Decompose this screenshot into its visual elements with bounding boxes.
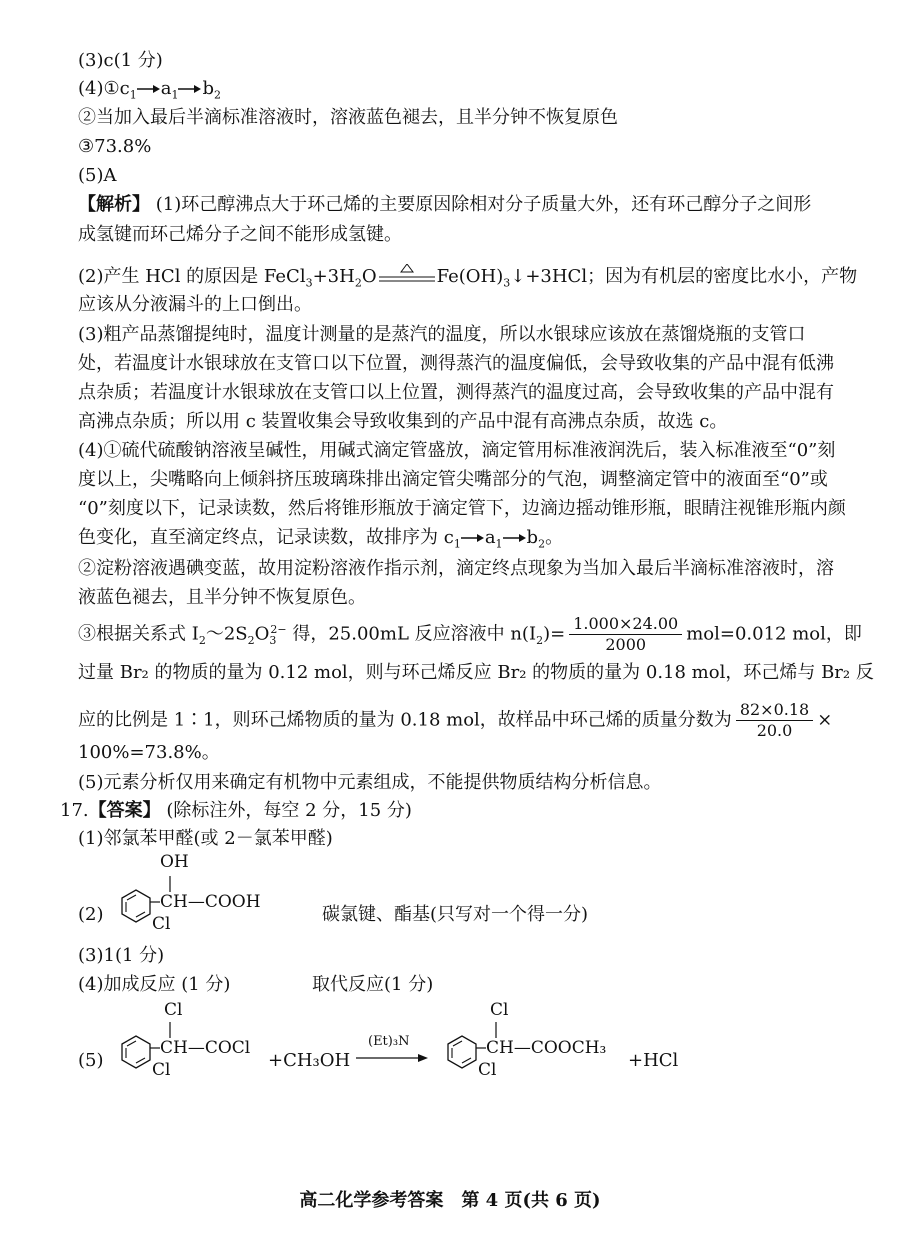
fraction-concentration: $\frac{1.000\times 24.00}{2000}$ bbox=[569, 614, 682, 655]
q17-answer-5-label: (5) bbox=[78, 1050, 104, 1071]
analysis-p4-line1: (4)①硫代硫酸钠溶液呈碱性，用碱式滴定管盛放，滴定管用标准液润洗后，装入标准液至“0”刻 bbox=[78, 440, 836, 461]
analysis-p4-line4: 色变化，直至滴定终点，记录读数，故排序为 $c_1$ $a_1$ $b_2$。 bbox=[78, 527, 564, 551]
q17-answer-1: (1)邻氯苯甲醛(或 2－氯苯甲醛) bbox=[78, 828, 333, 849]
q17-answer-2-label: (2) bbox=[78, 904, 104, 925]
q17-answer-4a: (4)加成反应 (1 分) bbox=[78, 974, 231, 995]
arrow-right-icon bbox=[356, 1052, 430, 1064]
analysis-p4-line8: 过量 Br₂ 的物质的量为 0.12 mol，则与环己烯反应 Br₂ 的物质的量为 0.18 mol，环己烯与 Br₂ 反 bbox=[78, 662, 874, 683]
page-footer: 高二化学参考答案 第 4 页(共 6 页) bbox=[299, 1190, 601, 1211]
analysis-tag: 【解析】 bbox=[78, 194, 150, 215]
q17-answer-4b: 取代反应(1 分) bbox=[312, 974, 434, 995]
arrow-icon bbox=[137, 84, 161, 94]
analysis-p4-line7: ③根据关系式 $I_2\sim 2S_2O_3^{2-}$ 得，25.00mL 反应溶液中 $n(I_2)=$ $\frac{1.000\times 24.00}{2000}$ mol=0.012 mol，即 bbox=[78, 614, 862, 654]
analysis-p3-line2: 处，若温度计水银球放在支管口以下位置，测得蒸汽的温度偏低，会导致收集的产品中混有低沸 bbox=[78, 353, 834, 374]
analysis-p1-line2: 成氢键而环己烯分子之间不能形成氢键。 bbox=[78, 224, 402, 245]
answer-4-1: $(4)①c_1$ $a_1$ $b_2$ bbox=[78, 78, 221, 102]
arrow-icon bbox=[503, 533, 527, 543]
heating-equals-icon bbox=[377, 264, 437, 290]
analysis-p4-line10: 100%=73.8%。 bbox=[78, 742, 220, 763]
analysis-p3-line3: 点杂质；若温度计水银球放在支管口以上位置，测得蒸汽的温度过高，会导致收集的产品中混有 bbox=[78, 382, 834, 403]
fraction-mass: $\frac{82\times 0.18}{20.0}$ bbox=[736, 700, 813, 741]
analysis-p4-line5: ②淀粉溶液遇碘变蓝，故用淀粉溶液作指示剂，滴定终点现象为当加入最后半滴标准溶液时，溶 bbox=[78, 558, 834, 579]
answer-4-3: ③73.8% bbox=[78, 136, 152, 157]
plus-methanol: +CH₃OH bbox=[268, 1050, 351, 1071]
answer-3: (3)c(1 分) bbox=[78, 50, 163, 71]
analysis-p3-line4: 高沸点杂质；所以用 c 装置收集会导致收集到的产品中混有高沸点杂质，故选 c。 bbox=[78, 411, 728, 432]
answer-5: (5)A bbox=[78, 165, 117, 186]
analysis-p3-line1: (3)粗产品蒸馏提纯时，温度计测量的是蒸汽的温度，所以水银球应该放在蒸馏烧瓶的支管口 bbox=[78, 324, 806, 345]
analysis-p4-line9: 应的比例是 1∶1，则环己烯物质的量为 0.18 mol，故样品中环己烯的质量分数为 $\frac{82\times 0.18}{20.0}$ × bbox=[78, 700, 833, 740]
analysis-p4-line2: 度以上，尖嘴略向上倾斜挤压玻璃珠排出滴定管尖嘴部分的气泡，调整滴定管中的液面至“0”或 bbox=[78, 469, 828, 490]
structure-mandelic-acid: OH CH—COOH Cl bbox=[108, 852, 298, 942]
analysis-p2-line1: (2)产生 HCl 的原因是 $FeCl_3+3H_2O$ $Fe(OH)_3↓+3HCl$；因为有机层的密度比水小，产物 bbox=[78, 266, 858, 290]
arrow-icon bbox=[461, 533, 485, 543]
reaction-arrow: (Et)₃N bbox=[356, 1034, 430, 1064]
arrow-icon bbox=[178, 84, 202, 94]
structure-ester: Cl CH—COOCH₃ Cl bbox=[434, 998, 624, 1088]
analysis-p4-line3: “0”刻度以下，记录读数，然后将锥形瓶放于滴定管下，边滴边摇动锥形瓶，眼睛注视锥形瓶内颜 bbox=[78, 498, 846, 519]
q17-header: 17.【答案】 (除标注外，每空 2 分，15 分) bbox=[60, 800, 412, 821]
analysis-p2-line2: 应该从分液漏斗的上口倒出。 bbox=[78, 294, 312, 315]
analysis-p1-line1: 【解析】 (1)环己醇沸点大于环己烯的主要原因除相对分子质量大外，还有环己醇分子之间形 bbox=[78, 194, 812, 215]
analysis-p5: (5)元素分析仅用来确定有机物中元素组成，不能提供物质结构分析信息。 bbox=[78, 772, 662, 793]
analysis-p4-line6: 液蓝色褪去，且半分钟不恢复原色。 bbox=[78, 587, 366, 608]
structure-acyl-chloride: Cl CH—COCl Cl bbox=[108, 998, 268, 1088]
plus-hcl: +HCl bbox=[628, 1050, 679, 1071]
q17-answer-2-text: 碳氯键、酯基(只写对一个得一分) bbox=[322, 904, 589, 925]
answer-4-2: ②当加入最后半滴标准溶液时，溶液蓝色褪去，且半分钟不恢复原色 bbox=[78, 107, 618, 128]
q17-answer-3: (3)1(1 分) bbox=[78, 945, 165, 966]
